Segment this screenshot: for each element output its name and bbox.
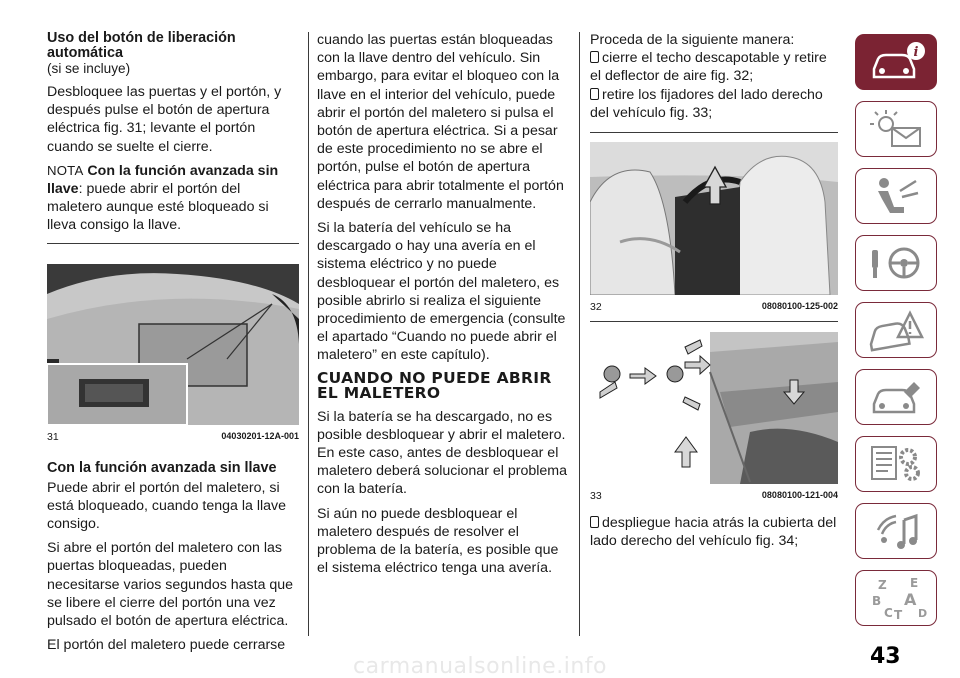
column-3 — [590, 31, 838, 556]
subheading: Con la función avanzada sin llave — [47, 459, 277, 476]
section-note: (si se incluye) — [47, 61, 131, 76]
index-letters-icon — [864, 575, 928, 621]
multimedia-icon — [864, 508, 928, 554]
paragraph: cuando las puertas están bloqueadas con la llave dentro del vehículo. Sin embargo, para evitar el bloqueo con la llave en el interior del vehículo, puede abrir el portón del maletero si pulsa el botón de apertura eléctrica. Si a pesar de este procedimiento no se abre el portón, pulse el botón de apertura eléctrica para abrir totalmente el portón después de cerrarlo manualmente. — [317, 32, 564, 212]
page-number: 43 — [870, 644, 901, 669]
svg-text:D: D — [918, 607, 928, 620]
seat-airbag-icon — [864, 173, 928, 219]
svg-text:E: E — [910, 576, 919, 590]
column-2 — [317, 31, 567, 583]
section-heading: CUANDO NO PUEDE ABRIR EL MALETERO — [317, 368, 552, 402]
car-service-icon — [864, 374, 928, 420]
figure-rule — [590, 321, 838, 322]
watermark-footer: carmanualsonline.info — [353, 654, 607, 678]
svg-text:B: B — [872, 594, 882, 608]
breakdown-icon — [864, 307, 928, 353]
chapter-tab-index[interactable] — [855, 570, 937, 626]
chapter-tab-emergency[interactable] — [855, 302, 937, 358]
paragraph: Si la batería del vehículo se ha descargado o hay una avería en el sistema eléctrico y no puede desbloquear el portón del maletero, es posible abrirlo si realiza el siguiente procedimiento de emergencia (consulte el apartado “Cuando no puede abrir el maletero” en este capítulo). — [317, 220, 566, 364]
paragraph: Proceda de la siguiente manera: — [590, 32, 795, 48]
figure-number: 33 — [590, 490, 602, 503]
figure-number: 32 — [590, 301, 602, 314]
figure-33 — [590, 321, 838, 502]
paragraph: Si abre el portón del maletero con las puertas bloqueadas, pueden necesitarse varios segundos hasta que se libere el cierre del portón una vez pulsado el botón de apertura eléctrica. — [47, 540, 294, 630]
fasteners-photo — [590, 332, 838, 484]
checkbox-icon — [590, 88, 599, 100]
column-divider — [308, 32, 309, 636]
seats-photo — [590, 142, 838, 295]
figure-code: 08080100-125-002 — [761, 301, 838, 312]
paragraph: Si aún no puede desbloquear el maletero después de resolver el problema de la batería, es posible que el sistema eléctrico tenga una avería. — [317, 505, 559, 577]
note-bold: Con la función avanzada sin llave — [47, 162, 279, 198]
figure-code: 04030201-12A-001 — [221, 430, 299, 441]
figure-31-image — [47, 264, 299, 425]
step-item: retire los fijadores del lado derecho del vehículo fig. 33; — [590, 86, 823, 121]
figure-33-image — [590, 332, 838, 484]
note-text: : puede abrir el portón del maletero aunque esté bloqueado si lleva consigo la llave. — [47, 181, 269, 234]
paragraph: El portón del maletero puede cerrarse — [47, 637, 286, 654]
step-item: despliegue hacia atrás la cubierta del lado derecho del vehículo fig. 34; — [590, 515, 837, 550]
trunk-photo — [47, 264, 299, 425]
key-steering-icon — [864, 240, 928, 286]
svg-text:T: T — [894, 608, 903, 621]
step-item: cierre el techo descapotable y retire el deflector de aire fig. 32; — [590, 50, 827, 85]
figure-caption — [47, 431, 299, 443]
specs-gears-icon — [864, 441, 928, 487]
figure-rule — [47, 243, 299, 244]
figure-caption — [590, 301, 838, 313]
paragraph: Puede abrir el portón del maletero, si está bloqueado, cuando tenga la llave consigo. — [47, 479, 287, 533]
column-divider — [579, 32, 580, 636]
chapter-tab-warnings[interactable] — [855, 101, 937, 157]
checkbox-icon — [590, 516, 599, 528]
figure-31 — [47, 243, 299, 443]
paragraph: Si la batería se ha descargado, no es posible desbloquear y abrir el maletero. En este caso, antes de desbloquear el maletero deberá solucionar el problema con la batería. — [317, 408, 567, 498]
chapter-tab-starting[interactable] — [855, 235, 937, 291]
car-info-icon — [864, 39, 928, 85]
warning-lights-icon — [864, 106, 928, 152]
figure-code: 08080100-121-004 — [761, 490, 838, 501]
svg-text:C: C — [884, 606, 893, 620]
column-1 — [47, 31, 299, 660]
svg-text:i: i — [913, 45, 919, 60]
section-subheading: Uso del botón de liberación automática — [47, 30, 236, 61]
note-paragraph — [47, 162, 299, 235]
figure-32-image — [590, 142, 838, 295]
chapter-tab-safety[interactable] — [855, 168, 937, 224]
figure-caption — [590, 490, 838, 502]
note-label: NOTA — [47, 162, 84, 178]
figure-rule — [590, 132, 838, 133]
figure-32 — [590, 132, 838, 313]
chapter-tab-dashboard[interactable] — [855, 34, 937, 90]
figure-number: 31 — [47, 430, 59, 443]
chapter-tab-maintenance[interactable] — [855, 369, 937, 425]
chapter-tab-multimedia[interactable] — [855, 503, 937, 559]
chapter-tab-specs[interactable] — [855, 436, 937, 492]
checkbox-icon — [590, 51, 599, 63]
svg-text:A: A — [904, 590, 917, 609]
paragraph: Desbloquee las puertas y el portón, y después pulse el botón de apertura eléctrica fig. 31; levante el portón cuando se suelte el cierre. — [47, 84, 282, 155]
svg-text:Z: Z — [878, 578, 887, 592]
